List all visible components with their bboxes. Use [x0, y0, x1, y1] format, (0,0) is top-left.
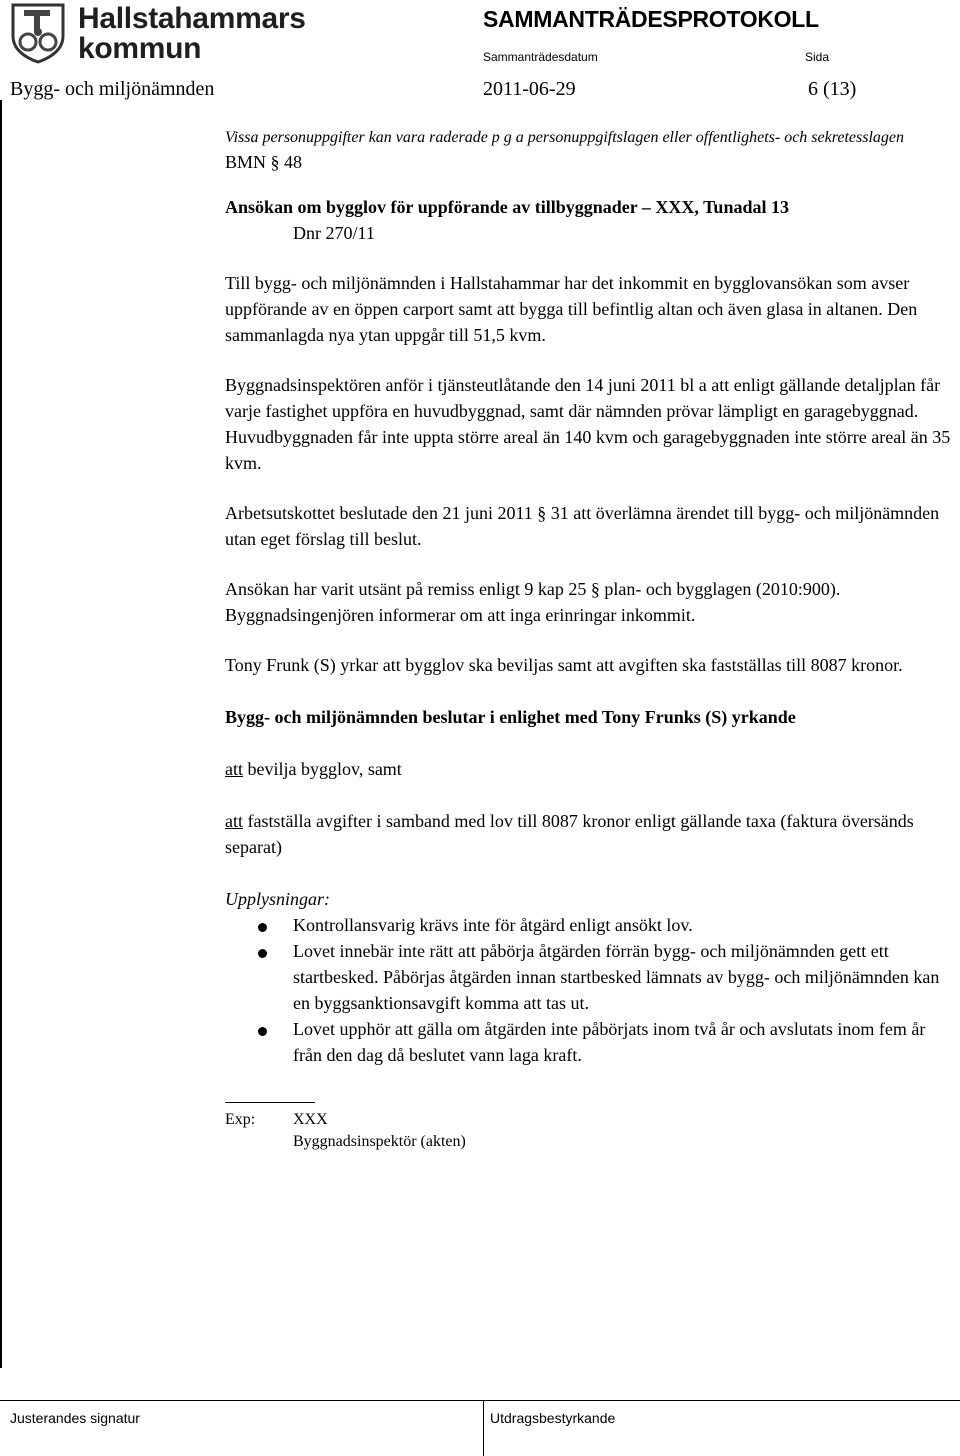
- page-number: 6 (13): [808, 78, 857, 100]
- decision-text: fastställa avgifter i samband med lov till 8087 kronor enligt gällande taxa (faktura översänds separat): [225, 811, 914, 857]
- paragraph-application: Till bygg- och miljönämnden i Hallstahammar har det inkommit en bygglovansökan som avser uppförande av en öppen carport samt att bygga till befintlig altan och även glasa in altanen. Den sammanlagda nya ytan uppgår till 51,5 kvm.: [225, 273, 918, 345]
- footer-divider: [483, 1400, 484, 1456]
- decision-text: bevilja bygglov, samt: [243, 759, 402, 779]
- coat-of-arms-icon: [10, 2, 66, 64]
- decision-keyword: att: [225, 811, 243, 831]
- footer-rule: [0, 1400, 960, 1401]
- paragraph-committee: Arbetsutskottet beslutade den 21 juni 2011 § 31 att överlämna ärendet till bygg- och miljönämnden utan eget förslag till beslut.: [225, 503, 940, 549]
- notes-heading: Upplysningar:: [225, 889, 330, 909]
- decision-item: [225, 756, 955, 782]
- logo-text-line1: Hallstahammars: [78, 2, 306, 35]
- logo-text-line2: kommun: [78, 32, 202, 65]
- note-item: [225, 938, 955, 1016]
- expedition-rule: [225, 1102, 315, 1103]
- bullet-icon: [258, 1027, 267, 1036]
- note-text: Lovet innebär inte rätt att påbörja åtgärden förrän bygg- och miljönämnden gett ett startbesked. Påbörjas åtgärden innan startbesked lämnats av bygg- och miljönämnden kan en byggsanktionsavgift komma att tas ut.: [293, 941, 940, 1013]
- signature-label: Justerandes signatur: [10, 1410, 140, 1426]
- case-number: BMN § 48: [225, 152, 303, 172]
- paragraph-inspector: Byggnadsinspektören anför i tjänsteutlåtande den 14 juni 2011 bl a att enligt gällande detaljplan får varje fastighet uppföra en huvudbyggnad, samt där nämnden prövar lämpligt en garagebyggnad. Huvudbyggnaden får inte uppta större areal än 140 kvm och garagebyggnaden inte större areal än 35 kvm.: [225, 375, 951, 473]
- municipality-logo: [10, 2, 306, 65]
- decision-heading: Bygg- och miljönämnden beslutar i enlighet med Tony Frunks (S) yrkande: [225, 707, 796, 727]
- paragraph-referral: Ansökan har varit utsänt på remiss enligt 9 kap 25 § plan- och bygglagen (2010:900). Byggnadsingenjören informerar om att inga erinringar inkommit.: [225, 579, 841, 625]
- decision-keyword: att: [225, 759, 243, 779]
- left-margin-rule: [0, 100, 2, 1368]
- document-type-title: SAMMANTRÄDESPROTOKOLL: [483, 6, 819, 32]
- certification-label: Utdragsbestyrkande: [490, 1410, 616, 1426]
- case-title: Ansökan om bygglov för uppförande av tillbyggnader – XXX, Tunadal 13: [225, 197, 789, 217]
- bullet-icon: [258, 923, 267, 932]
- meeting-date-label: Sammanträdesdatum: [483, 50, 598, 64]
- diary-number: Dnr 270/11: [293, 223, 375, 243]
- note-text: Kontrollansvarig krävs inte för åtgärd enligt ansökt lov.: [293, 915, 693, 935]
- bullet-icon: [258, 949, 267, 958]
- expedition-recipient: Byggnadsinspektör (akten): [293, 1133, 466, 1150]
- note-text: Lovet upphör att gälla om åtgärden inte påbörjats inom två år och avslutats inom fem år från den dag då beslutet vann laga kraft.: [293, 1019, 926, 1065]
- page-label: Sida: [805, 50, 830, 64]
- notes-list: [225, 912, 955, 1068]
- paragraph-motion: Tony Frunk (S) yrkar att bygglov ska beviljas samt att avgiften ska fastställas till 8087 kronor.: [225, 655, 903, 675]
- protocol-body: [225, 127, 955, 1155]
- expedition-block: [225, 1109, 955, 1155]
- decision-item: [225, 808, 955, 860]
- committee-name: Bygg- och miljönämnden: [10, 78, 215, 100]
- privacy-notice: Vissa personuppgifter kan vara raderade p g a personuppgiftslagen eller offentlighets- och sekretesslagen: [225, 129, 905, 146]
- note-item: [225, 1016, 955, 1068]
- expedition-recipient: XXX: [293, 1111, 328, 1128]
- meeting-date: 2011-06-29: [483, 78, 576, 100]
- expedition-label: Exp:: [225, 1111, 256, 1128]
- note-item: [225, 912, 955, 938]
